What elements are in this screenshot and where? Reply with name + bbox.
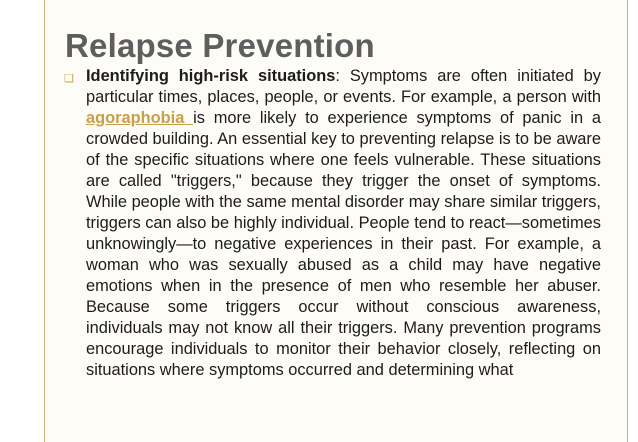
- text-after-link: is more likely to experience symptoms of panic in a crowded building. An essential key to preventing relapse is to be aware of the specific situations where one feels vulnerable. These situations are called "triggers," because they trigger the onset of symptoms. While people with the same mental disorder may share similar triggers, triggers can also be highly individual. People tend to react—sometimes unknowingly—to negative experiences in their past. For example, a woman who was sexually abused as a child may have negative emotions when in the presence of men who resemble her abuser. Because some triggers occur without conscious awareness, individuals may not know all their triggers. Many prevention programs encourage individuals to monitor their behavior closely, reflecting on situations where symptoms occurred and determining what: [86, 109, 602, 379]
- agoraphobia-link[interactable]: agoraphobia: [86, 109, 194, 127]
- text-before-link: : Symptoms are often initiated by particular times, places, people, or events. For example, a person with: [86, 67, 601, 106]
- right-margin-band: [628, 0, 638, 442]
- lead-phrase: Identifying high-risk situations: [86, 67, 336, 85]
- left-border-rule: [44, 0, 45, 442]
- left-margin-band: [0, 0, 44, 442]
- bullet-paragraph: [86, 66, 601, 381]
- slide-title: Relapse Prevention: [65, 27, 375, 64]
- bullet-icon: ❑: [64, 73, 74, 85]
